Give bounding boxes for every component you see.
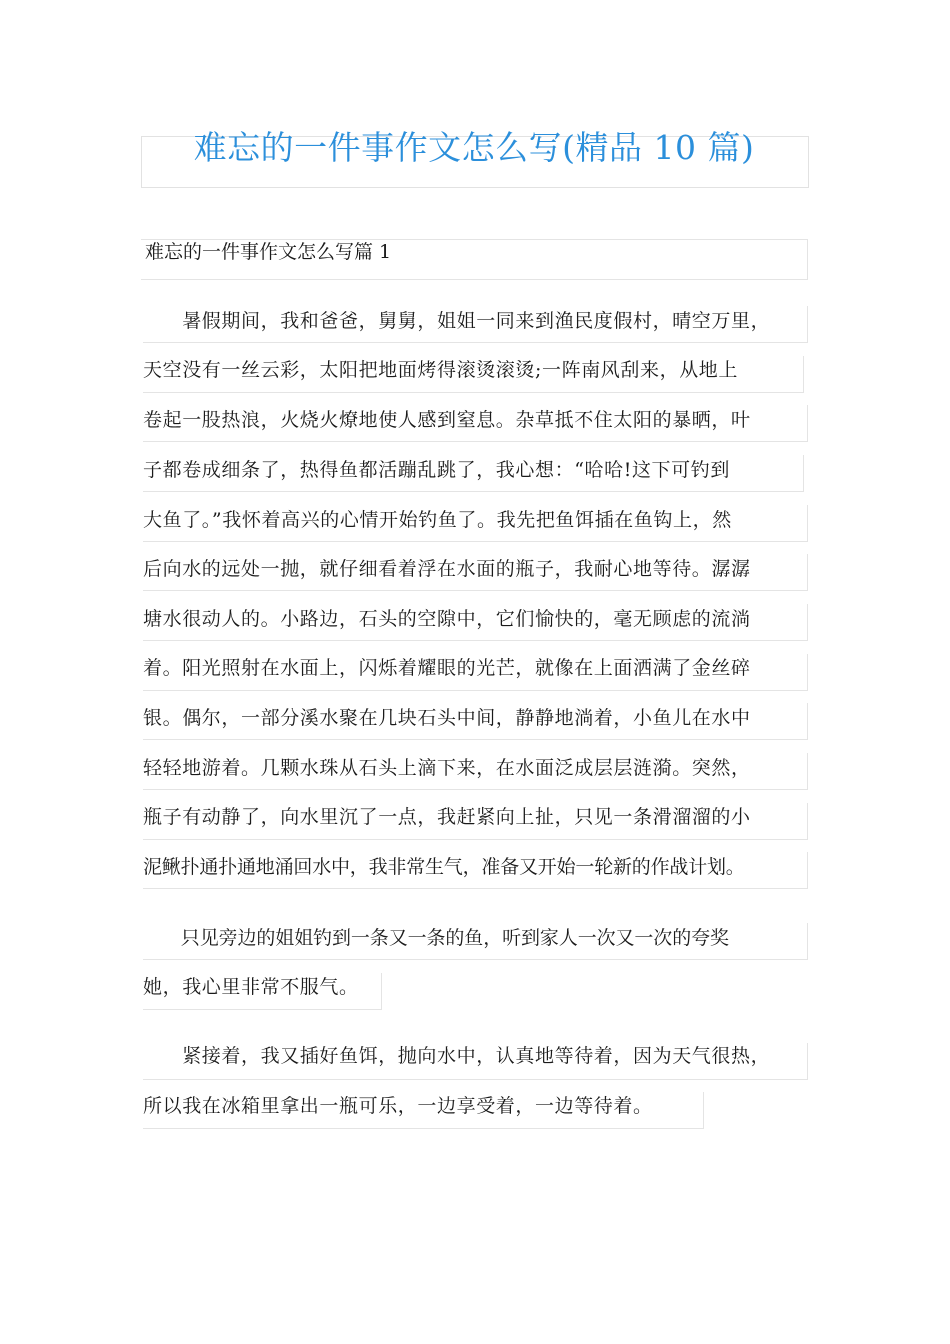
paragraph-line: 所以我在冰箱里拿出一瓶可乐，一边享受着，一边等待着。 <box>143 1095 653 1117</box>
paragraph-line: 后向水的远处一抛，就仔细看着浮在水面的瓶子，我耐心地等待。潺潺 <box>143 558 751 580</box>
paragraph-line: 紧接着，我又插好鱼饵，抛向水中，认真地等待着，因为天气很热， <box>143 1045 771 1067</box>
paragraph-line: 泥鳅扑通扑通地涌回水中，我非常生气，准备又开始一轮新的作战计划。 <box>143 856 745 878</box>
paragraph-line: 瓶子有动静了，向水里沉了一点，我赶紧向上扯，只见一条滑溜溜的小 <box>143 806 751 828</box>
paragraph-line: 子都卷成细条了，热得鱼都活蹦乱跳了，我心想：“哈哈!这下可钓到 <box>143 459 730 481</box>
paragraph-line: 塘水很动人的。小路边，石头的空隙中，它们愉快的，毫无顾虑的流淌 <box>143 608 751 630</box>
paragraph-line: 只见旁边的姐姐钓到一条又一条的鱼，听到家人一次又一次的夸奖 <box>143 927 729 949</box>
section-heading: 难忘的一件事作文怎么写篇 1 <box>145 241 392 263</box>
paragraph-line: 银。偶尔，一部分溪水聚在几块石头中间，静静地淌着，小鱼儿在水中 <box>143 707 751 729</box>
paragraph-line: 大鱼了。”我怀着高兴的心情开始钓鱼了。我先把鱼饵插在鱼钩上，然 <box>143 509 732 531</box>
paragraph-line: 天空没有一丝云彩，太阳把地面烤得滚烫滚烫;一阵南风刮来，从地上 <box>143 359 739 381</box>
paragraph-line: 卷起一股热浪，火烧火燎地使人感到窒息。杂草抵不住太阳的暴晒，叶 <box>143 409 751 431</box>
document-title: 难忘的一件事作文怎么写(精品 10 篇) <box>193 128 755 167</box>
paragraph-line: 她，我心里非常不服气。 <box>143 976 359 998</box>
paragraph-line: 暑假期间，我和爸爸，舅舅，姐姐一同来到渔民度假村，晴空万里， <box>143 310 771 332</box>
paragraph-line: 着。阳光照射在水面上，闪烁着耀眼的光芒，就像在上面洒满了金丝碎 <box>143 657 751 679</box>
paragraph-line: 轻轻地游着。几颗水珠从石头上滴下来，在水面泛成层层涟漪。突然， <box>143 757 751 779</box>
